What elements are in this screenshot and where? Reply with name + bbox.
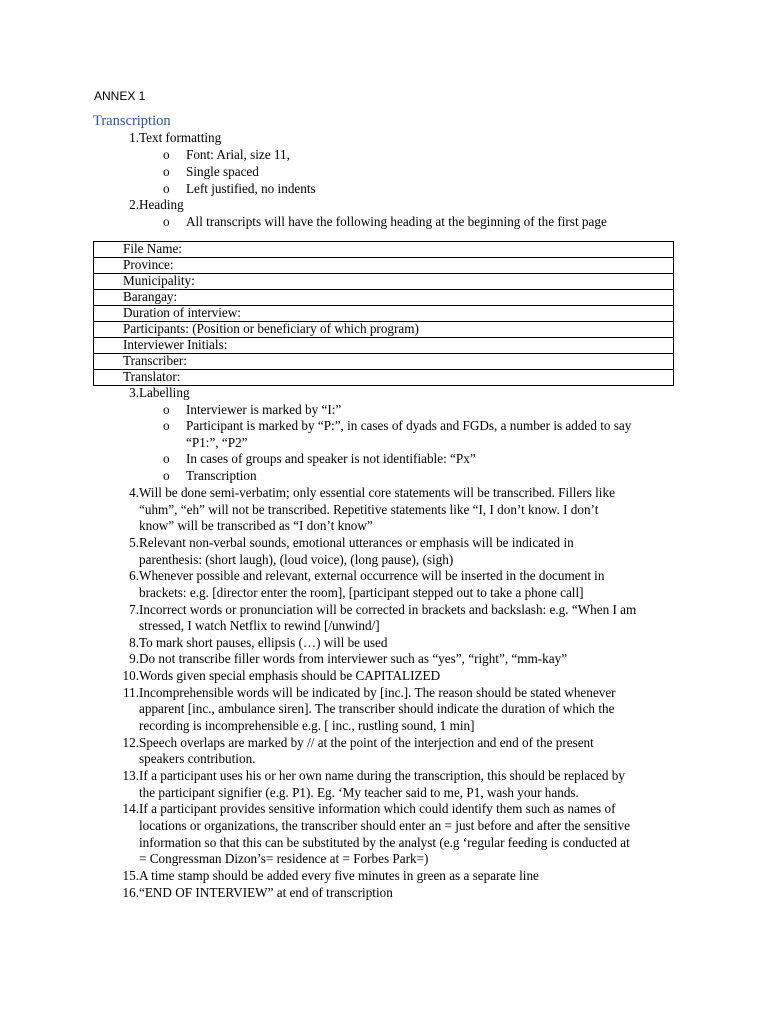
item-text: Speech overlaps are marked by // at the point of the interjection and end of the present [139, 735, 594, 750]
bullet-text: Interviewer is marked by “I:” [186, 402, 342, 417]
section-title: Transcription [93, 113, 171, 129]
heading-table [93, 241, 674, 386]
item-text: information so that this can be substituted by the analyst (e.g ‘regular feeding is conducted at [139, 835, 630, 850]
bullet-glyph: o [163, 147, 170, 162]
item-number: 9. [129, 651, 139, 666]
bullet-glyph: o [163, 418, 170, 433]
bullet-glyph: o [163, 181, 170, 196]
item-text: A time stamp should be added every five minutes in green as a separate line [139, 868, 539, 883]
item-number: 12. [122, 735, 139, 750]
item-text: Heading [139, 197, 184, 212]
item-text: Text formatting [139, 130, 222, 145]
item-text: the participant signifier (e.g. P1). Eg. ‘My teacher said to me, P1, wash your hands. [139, 785, 579, 800]
item-text: brackets: e.g. [director enter the room], [participant stepped out to take a phone call] [139, 585, 584, 600]
bullet-glyph: o [163, 451, 170, 466]
table-row: Interviewer Initials: [94, 338, 674, 354]
item-number: 3. [129, 385, 139, 400]
bullet-text: Single spaced [186, 164, 259, 179]
item-text: Will be done semi-verbatim; only essential core statements will be transcribed. Fillers like [139, 485, 615, 500]
item-number: 14. [122, 801, 139, 816]
item-text: = Congressman Dizon’s= residence at = Forbes Park=) [139, 851, 429, 866]
table-row: Translator: [94, 370, 674, 386]
bullet-text: Transcription [186, 468, 257, 483]
item-number: 11. [123, 685, 139, 700]
item-text: know” will be transcribed as “I don’t know” [139, 518, 373, 533]
bullet-glyph: o [163, 214, 170, 229]
item-text: Incorrect words or pronunciation will be corrected in brackets and backslash: e.g. “When I am [139, 602, 637, 617]
item-text: Relevant non-verbal sounds, emotional utterances or emphasis will be indicated in [139, 535, 574, 550]
item-number: 16. [122, 885, 139, 900]
bullet-text: Left justified, no indents [186, 181, 316, 196]
item-number: 1. [129, 130, 139, 145]
bullet-glyph: o [163, 468, 170, 483]
bullet-text-continued: “P1:”, “P2” [186, 435, 248, 450]
item-text: Do not transcribe filler words from interviewer such as “yes”, “right”, “mm-kay” [139, 651, 568, 666]
bullet-glyph: o [163, 164, 170, 179]
item-number: 2. [129, 197, 139, 212]
item-text: Whenever possible and relevant, external occurrence will be inserted in the document in [139, 568, 605, 583]
table-row: File Name: [94, 242, 674, 258]
item-number: 13. [122, 768, 139, 783]
item-number: 8. [129, 635, 139, 650]
table-row: Province: [94, 258, 674, 274]
table-row: Duration of interview: [94, 306, 674, 322]
item-text: If a participant provides sensitive information which could identify them such as names of [139, 801, 616, 816]
item-text: stressed, I watch Netflix to rewind [/unwind/] [139, 618, 380, 633]
item-text: speakers contribution. [139, 751, 256, 766]
table-row: Participants: (Position or beneficiary of which program) [94, 322, 674, 338]
bullet-text: In cases of groups and speaker is not identifiable: “Px” [186, 451, 476, 466]
item-text: parenthesis: (short laugh), (loud voice), (long pause), (sigh) [139, 552, 454, 567]
item-text: If a participant uses his or her own name during the transcription, this should be replaced by [139, 768, 625, 783]
item-number: 15. [122, 868, 139, 883]
item-text: apparent [inc., ambulance siren]. The transcriber should indicate the duration of which the [139, 701, 615, 716]
table-row: Transcriber: [94, 354, 674, 370]
annex-label: ANNEX 1 [94, 89, 146, 103]
item-text: recording is incomprehensible e.g. [ inc., rustling sound, 1 min] [139, 718, 475, 733]
table-row: Municipality: [94, 274, 674, 290]
bullet-glyph: o [163, 402, 170, 417]
item-number: 4. [129, 485, 139, 500]
table-row: Barangay: [94, 290, 674, 306]
bullet-text: Participant is marked by “P:”, in cases of dyads and FGDs, a number is added to say [186, 418, 632, 433]
item-text: “uhm”, “eh” will not be transcribed. Repetitive statements like “I, I don’t know. I don’t [139, 502, 599, 517]
item-text: To mark short pauses, ellipsis (…) will be used [139, 635, 388, 650]
item-text: Incomprehensible words will be indicated by [inc.]. The reason should be stated whenever [139, 685, 616, 700]
item-number: 6. [129, 568, 139, 583]
item-number: 7. [129, 602, 139, 617]
item-number: 5. [129, 535, 139, 550]
item-text: Labelling [139, 385, 190, 400]
bullet-text: Font: Arial, size 11, [186, 147, 290, 162]
bullet-text: All transcripts will have the following heading at the beginning of the first page [186, 214, 607, 229]
item-text: locations or organizations, the transcriber should enter an = just before and after the sensitive [139, 818, 630, 833]
item-text: “END OF INTERVIEW” at end of transcription [139, 885, 393, 900]
item-text: Words given special emphasis should be CAPITALIZED [139, 668, 441, 683]
item-number: 10. [122, 668, 139, 683]
